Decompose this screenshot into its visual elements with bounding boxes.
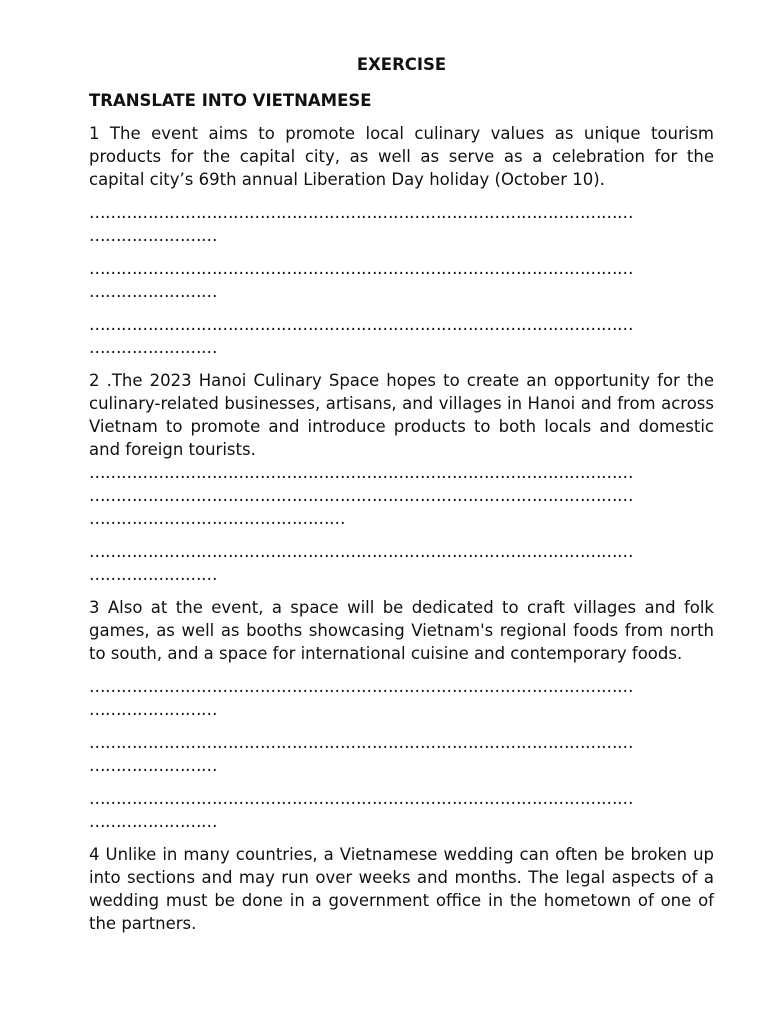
- dotted-line: ……………………: [89, 282, 217, 301]
- answer-line-1c[interactable]: [89, 313, 714, 359]
- section-heading: TRANSLATE INTO VIETNAMESE: [89, 91, 372, 110]
- page-title: EXERCISE: [356, 55, 447, 74]
- exercise-3-text: 3 Also at the event, a space will be dedicated to craft villages and folk games, as well as booths showcasing Vietnam's regional foods from north to south, and a space for international cuisine and contemporary foods.: [89, 598, 714, 663]
- dotted-line: …………………………………………………………………………………………: [89, 463, 633, 482]
- dotted-line: ……………………: [89, 565, 217, 584]
- dotted-line: …………………………………………………………………………………………: [89, 486, 633, 505]
- dotted-line: ……………………: [89, 226, 217, 245]
- dotted-line: ……………………: [89, 700, 217, 719]
- dotted-line: ……………………: [89, 812, 217, 831]
- answer-line-1a[interactable]: [89, 201, 714, 247]
- answer-line-3b[interactable]: [89, 731, 714, 777]
- dotted-line: …………………………………………………………………………………………: [89, 542, 633, 561]
- answer-line-3a[interactable]: [89, 675, 714, 721]
- dotted-line: …………………………………………………………………………………………: [89, 789, 633, 808]
- exercise-2-text: 2 .The 2023 Hanoi Culinary Space hopes to create an opportunity for the culinary-related businesses, artisans, and villages in Hanoi and from across Vietnam to promote and introduce products to both locals and domestic and foreign tourists.: [89, 371, 714, 459]
- exercise-1-text: 1 The event aims to promote local culinary values as unique tourism products for the capital city, as well as serve as a celebration for the capital city’s 69th annual Liberation Day holiday (October 10).: [89, 124, 714, 189]
- dotted-line: …………………………………………………………………………………………: [89, 315, 633, 334]
- document-content: [89, 52, 714, 945]
- dotted-line: ……………………: [89, 338, 217, 357]
- dotted-line: …………………………………………: [89, 509, 345, 528]
- dotted-line: …………………………………………………………………………………………: [89, 733, 633, 752]
- answer-line-2a[interactable]: [89, 461, 714, 530]
- exercise-4-text: 4 Unlike in many countries, a Vietnamese wedding can often be broken up into sections and may run over weeks and months. The legal aspects of a wedding must be done in a government office in the hometown of one of the partners.: [89, 845, 714, 933]
- answer-line-1b[interactable]: [89, 257, 714, 303]
- dotted-line: …………………………………………………………………………………………: [89, 259, 633, 278]
- dotted-line: …………………………………………………………………………………………: [89, 677, 633, 696]
- answer-line-3c[interactable]: [89, 787, 714, 833]
- answer-line-2b[interactable]: [89, 540, 714, 586]
- dotted-line: ……………………: [89, 756, 217, 775]
- dotted-line: …………………………………………………………………………………………: [89, 203, 633, 222]
